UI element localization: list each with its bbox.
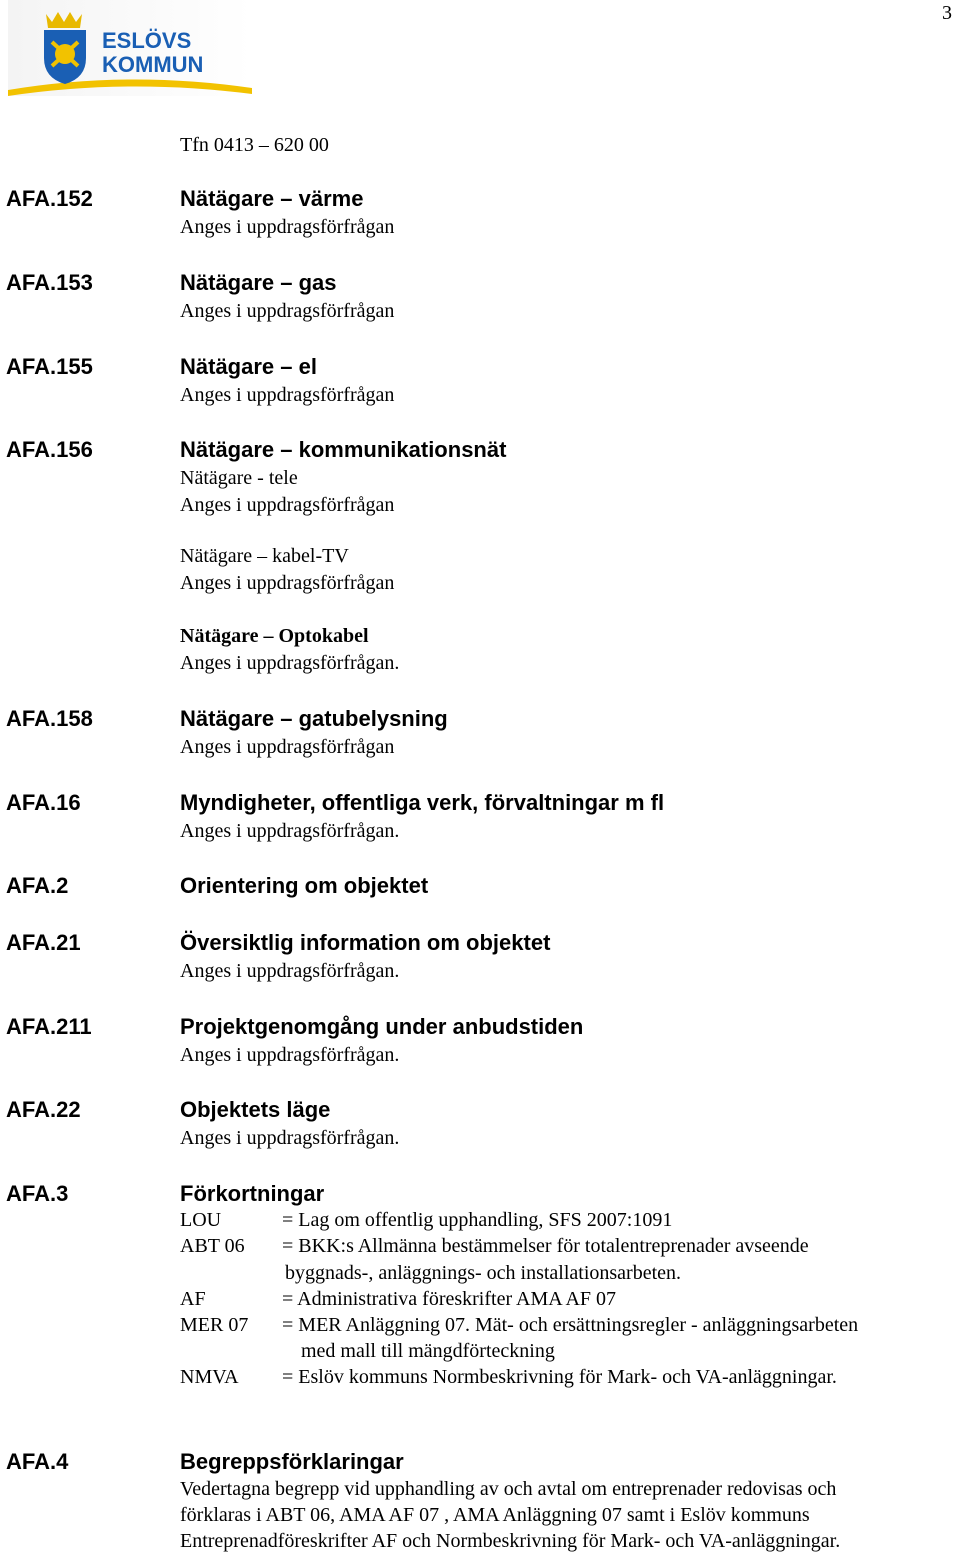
paragraph-line: Vedertagna begrepp vid upphandling av och avtal om entreprenader redovisas och — [180, 1478, 837, 1500]
section-text: Anges i uppdragsförfrågan — [180, 572, 395, 594]
abbreviation: NMVA — [180, 1366, 239, 1388]
section-title: Objektets läge — [180, 1097, 331, 1122]
section-code: AFA.16 — [6, 790, 81, 815]
paragraph-line: förklaras i ABT 06, AMA AF 07 , AMA Anläggning 07 samt i Eslöv kommuns — [180, 1504, 810, 1526]
abbreviation-definition: = BKK:s Allmänna bestämmelser för totalentreprenader avseende — [282, 1235, 809, 1257]
eslovs-kommun-logo — [8, 0, 252, 98]
logo-text-line2: KOMMUN — [102, 52, 204, 77]
abbreviation-definition: = Lag om offentlig upphandling, SFS 2007:1091 — [282, 1209, 673, 1231]
abbreviation-definition: = MER Anläggning 07. Mät- och ersättningsregler - anläggningsarbeten — [282, 1314, 859, 1336]
section-text: Anges i uppdragsförfrågan — [180, 384, 395, 406]
logo-graphic — [8, 0, 252, 98]
section-title: Förkortningar — [180, 1181, 325, 1206]
section-text: Anges i uppdragsförfrågan. — [180, 1127, 400, 1149]
subsection-title: Nätägare - tele — [180, 467, 298, 489]
section-code: AFA.3 — [6, 1181, 69, 1206]
section-title: Nätägare – gatubelysning — [180, 706, 448, 731]
abbreviation-definition-cont: med mall till mängdförteckning — [301, 1340, 555, 1362]
section-title: Nätägare – gas — [180, 270, 337, 295]
section-text: Anges i uppdragsförfrågan. — [180, 960, 400, 982]
section-title: Nätägare – kommunikationsnät — [180, 437, 507, 462]
section-text: Anges i uppdragsförfrågan — [180, 216, 395, 238]
subsection-title: Nätägare – Optokabel — [180, 625, 369, 647]
subsection-title: Nätägare – kabel-TV — [180, 545, 349, 567]
section-text: Anges i uppdragsförfrågan — [180, 300, 395, 322]
page-number: 3 — [942, 2, 952, 24]
section-title: Projektgenomgång under anbudstiden — [180, 1014, 584, 1039]
paragraph-line: Entreprenadföreskrifter AF och Normbeskrivning för Mark- och VA-anläggningar. — [180, 1530, 841, 1552]
section-title: Nätägare – värme — [180, 186, 364, 211]
logo-text-line1: ESLÖVS — [102, 28, 192, 53]
section-text: Anges i uppdragsförfrågan. — [180, 652, 400, 674]
section-code: AFA.21 — [6, 930, 81, 955]
abbreviation: MER 07 — [180, 1314, 249, 1336]
section-text: Anges i uppdragsförfrågan. — [180, 820, 400, 842]
phone-number: Tfn 0413 – 620 00 — [180, 134, 329, 156]
section-code: AFA.155 — [6, 354, 93, 379]
section-code: AFA.153 — [6, 270, 93, 295]
section-code: AFA.152 — [6, 186, 93, 211]
abbreviation-definition-cont: byggnads-, anläggnings- och installationsarbeten. — [285, 1262, 682, 1284]
section-text: Anges i uppdragsförfrågan — [180, 736, 395, 758]
abbreviation: LOU — [180, 1209, 222, 1231]
abbreviation-definition: = Eslöv kommuns Normbeskrivning för Mark- och VA-anläggningar. — [282, 1366, 837, 1388]
abbreviation-definition: = Administrativa föreskrifter AMA AF 07 — [282, 1288, 617, 1310]
section-text: Anges i uppdragsförfrågan. — [180, 1044, 400, 1066]
section-code: AFA.4 — [6, 1449, 69, 1474]
section-title: Nätägare – el — [180, 354, 317, 379]
section-title: Orientering om objektet — [180, 873, 429, 898]
section-code: AFA.211 — [6, 1014, 92, 1039]
abbreviation: ABT 06 — [180, 1235, 245, 1257]
section-title: Myndigheter, offentliga verk, förvaltningar m fl — [180, 790, 665, 815]
section-code: AFA.2 — [6, 873, 69, 898]
section-title: Begreppsförklaringar — [180, 1449, 404, 1474]
section-code: AFA.156 — [6, 437, 93, 462]
section-code: AFA.158 — [6, 706, 93, 731]
section-text: Anges i uppdragsförfrågan — [180, 494, 395, 516]
section-code: AFA.22 — [6, 1097, 81, 1122]
abbreviation: AF — [180, 1288, 206, 1310]
section-title: Översiktlig information om objektet — [180, 930, 551, 955]
